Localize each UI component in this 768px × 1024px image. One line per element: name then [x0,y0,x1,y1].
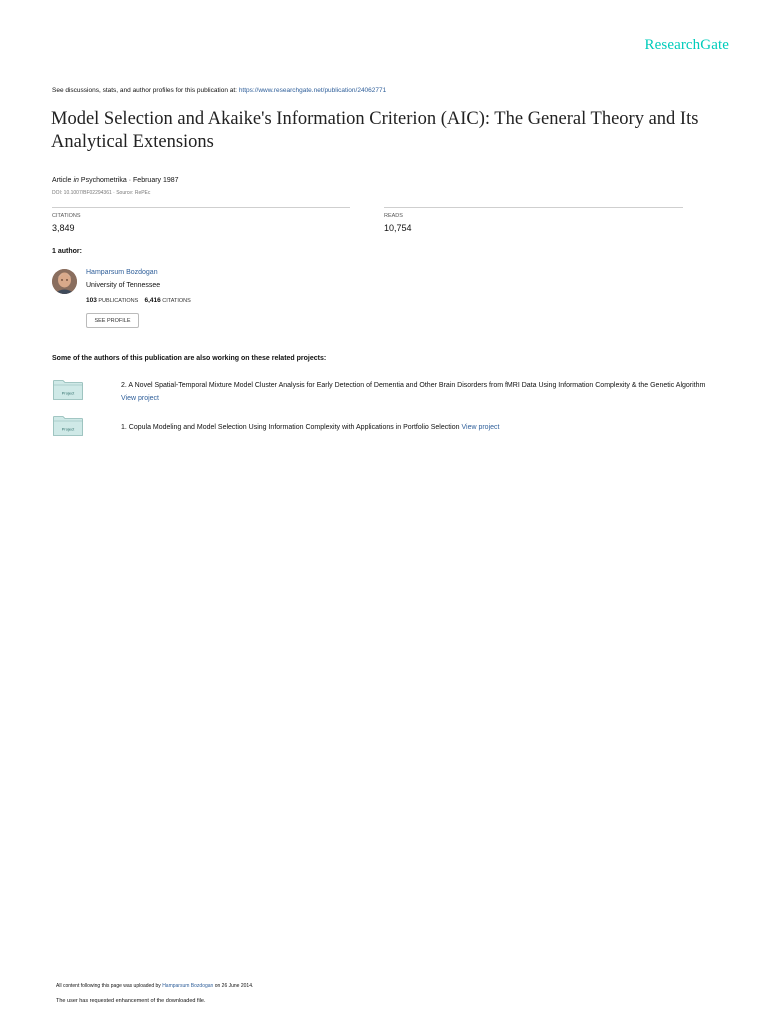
see-profile-button[interactable]: SEE PROFILE [86,313,139,328]
researchgate-logo[interactable]: ResearchGate [644,37,729,53]
in-word: in [73,177,79,184]
project-title: 2. A Novel Spatial-Temporal Mixture Model Cluster Analysis for Early Detection of Dementia and Other Brain Disorders from fMRI Data Using Information Complexity & the Genetic Algorithm [121,382,706,389]
view-project-link[interactable]: View project [121,395,160,402]
author-name-link[interactable]: Hamparsum Bozdogan [86,269,158,276]
reads-value: 10,754 [384,223,412,233]
project-item-2 [121,421,721,434]
source-line [52,87,386,94]
author-institution: University of Tennessee [86,282,161,289]
publication-title: Model Selection and Akaike's Information Criterion (AIC): The General Theory and Its Analytical Extensions [51,109,699,152]
author-publications-count: 103 [86,297,97,304]
doi-source: DOI: 10.1007/BF02294361 · Source: RePEc [52,190,151,196]
author-citations-label: CITATIONS [162,298,191,304]
journal-date: Psychometrika · February 1987 [80,177,179,184]
citations-label: CITATIONS [52,213,81,219]
upload-note-prefix: All content following this page was uploaded by [56,983,161,989]
project-item-1 [121,379,721,405]
project-icon-label: Project [61,390,75,396]
upload-note [56,983,253,989]
author-publications-label: PUBLICATIONS [98,298,139,304]
enhancement-note: The user has requested enhancement of the downloaded file. [56,998,206,1004]
authors-heading: 1 author: [52,248,82,255]
project-folder-icon[interactable] [53,416,83,436]
article-type: Article [52,177,72,184]
upload-note-suffix: on 26 June 2014. [214,983,254,989]
reads-divider [384,207,683,208]
project-title: 1. Copula Modeling and Model Selection Using Information Complexity with Applications in Portfolio Selection [121,424,460,431]
author-photo-icon [52,269,77,294]
view-project-link[interactable]: View project [461,424,500,431]
project-icon-label: Project [61,426,75,432]
citations-divider [52,207,350,208]
uploader-link[interactable]: Hamparsum Bozdogan [162,983,214,989]
author-stats [86,297,191,304]
project-folder-icon[interactable] [53,380,83,400]
reads-label: READS [384,213,403,219]
author-avatar[interactable] [52,269,77,294]
publication-url-link[interactable]: https://www.researchgate.net/publication/24062771 [238,87,387,94]
author-citations-count: 6,416 [144,297,161,304]
citations-value: 3,849 [52,223,75,233]
publication-meta [52,177,179,184]
source-prefix: See discussions, stats, and author profiles for this publication at: [52,87,237,94]
related-projects-heading: Some of the authors of this publication are also working on these related projects: [52,355,327,362]
